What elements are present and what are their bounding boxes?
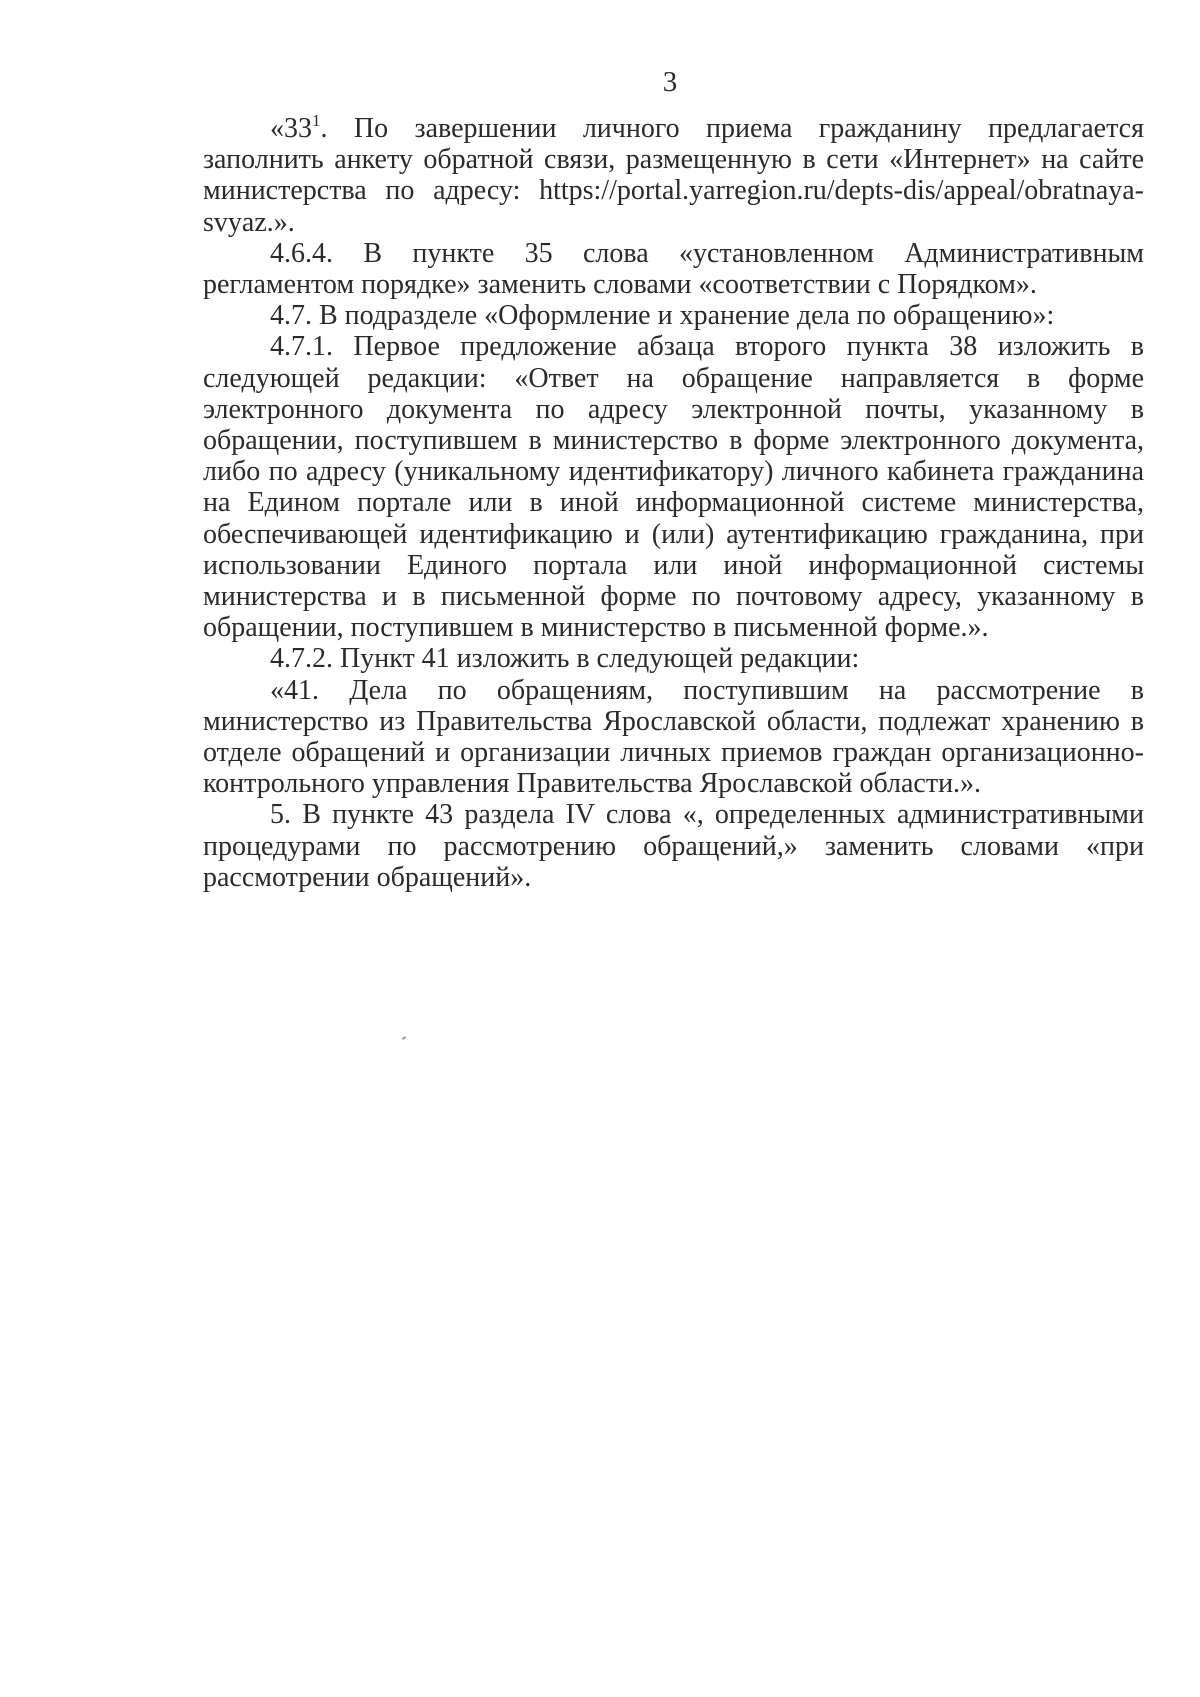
paragraph-41-quote: «41. Дела по обращениям, поступившим на рассмотрение в министерство из Правительства Ярославской области, подлежат хранению в отделе обращений и организации личных приемов граждан организационно-контрольного управления Правительства Ярославской области.». bbox=[203, 674, 1144, 800]
paragraph-text: . По завершении личного приема гражданину предлагается заполнить анкету обратной связи, размещенную в сети «Интернет» на сайте министерства по адресу: https://portal.yarregion.ru/depts-dis/appeal/obratnaya-svyaz.». bbox=[203, 113, 1144, 238]
paragraph-4-7-2: 4.7.2. Пункт 41 изложить в следующей редакции: bbox=[270, 643, 860, 675]
page-number: 3 bbox=[662, 66, 678, 98]
paragraph-33-1 bbox=[203, 113, 1144, 238]
paragraph-4-6-4: 4.6.4. В пункте 35 слова «установленном Административным регламентом порядке» заменить словами «соответствии с Порядком». bbox=[203, 237, 1144, 301]
superscript-index: 1 bbox=[312, 111, 321, 130]
paragraph-5: 5. В пункте 43 раздела IV слова «, определенных административными процедурами по рассмотрению обращений,» заменить словами «при рассмотрении обращений». bbox=[203, 799, 1144, 893]
paragraph-4-7: 4.7. В подразделе «Оформление и хранение дела по обращению»: bbox=[270, 300, 1055, 332]
scan-speck bbox=[402, 1036, 406, 1040]
document-body bbox=[203, 113, 1144, 893]
paragraph-prefix: «33 bbox=[270, 113, 312, 144]
paragraph-4-7-1: 4.7.1. Первое предложение абзаца второго пункта 38 изложить в следующей редакции: «Ответ на обращение направляется в форме электронного документа по адресу электронной почты, указанному в обращении, поступившем в министерство в форме электронного документа, либо по адресу (уникальному идентификатору) личного кабинета гражданина на Едином портале или в иной информационной системе министерства, обеспечивающей идентификацию и (или) аутентификацию гражданина, при использовании Единого портала или иной информационной системы министерства и в письменной форме по почтовому адресу, указанному в обращении, поступившем в министерство в письменной форме.». bbox=[203, 331, 1144, 644]
